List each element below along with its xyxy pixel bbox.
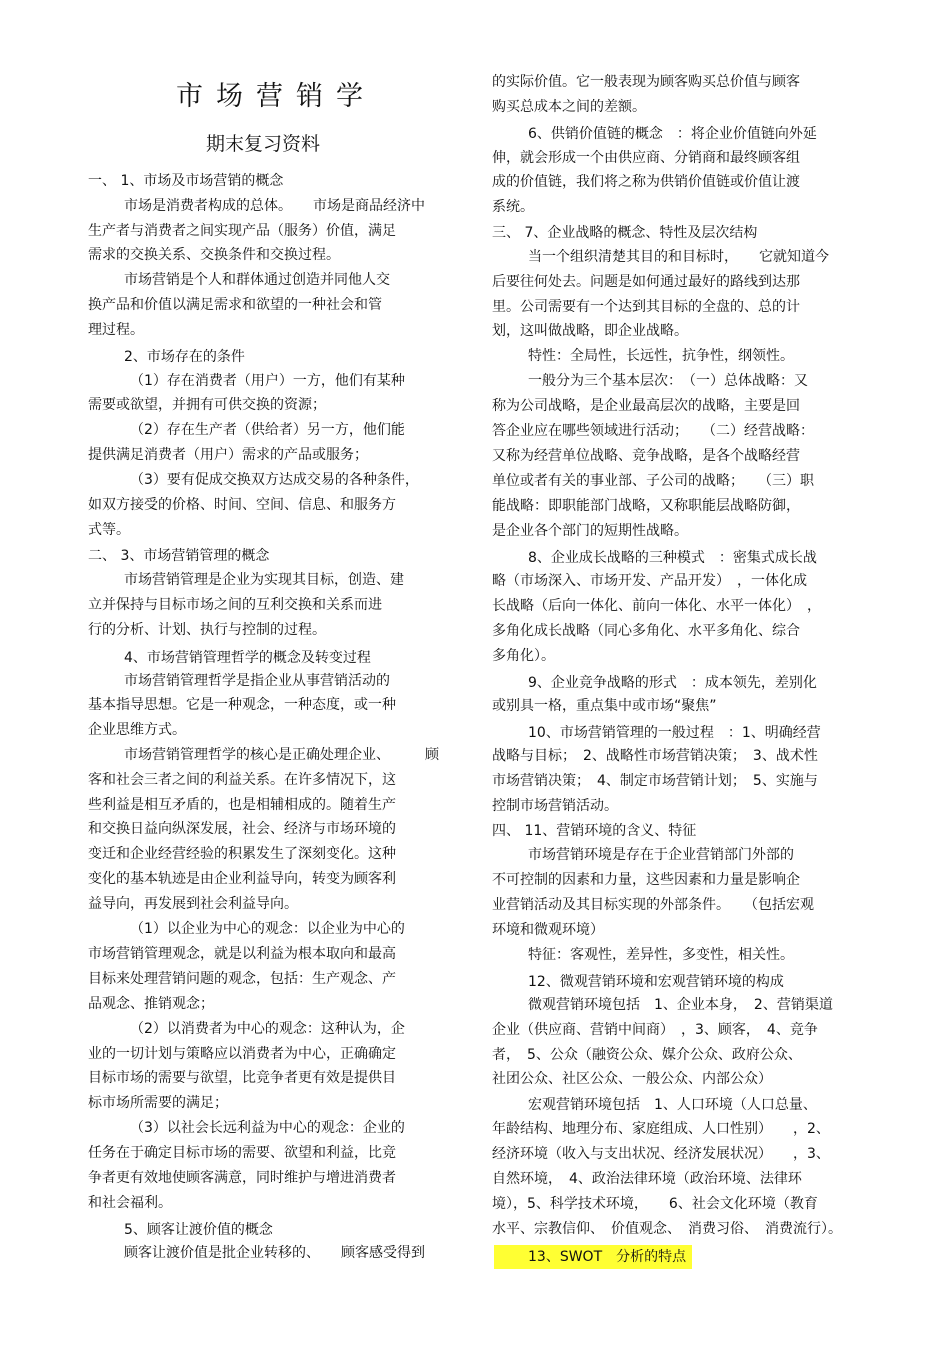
text-line: 战略与目标； 2、战略性市场营销决策； 3、战术性 bbox=[492, 748, 818, 764]
text-line: 和社会福利。 bbox=[88, 1195, 172, 1211]
text-line: 变迁和企业经营经验的积累发生了深刻变化。这种 bbox=[88, 846, 396, 862]
text-line: 式等。 bbox=[88, 522, 130, 538]
text-line: 购买总成本之间的差额。 bbox=[492, 99, 646, 115]
text-line: 伸，就会形成一个由供应商、分销商和最终顾客组 bbox=[492, 150, 800, 166]
text-line: 答企业应在哪些领域进行活动； （二）经营战略： bbox=[492, 423, 814, 439]
text-line: 称为公司战略，是企业最高层次的战略，主要是回 bbox=[492, 398, 800, 414]
text-line: 客和社会三者之间的利益关系。在许多情况下，这 bbox=[88, 772, 396, 788]
text-line: 5、顾客让渡价值的概念 bbox=[124, 1222, 273, 1238]
text-line: 境），5、科学技术环境， 6、社会文化环境（教育 bbox=[492, 1196, 818, 1212]
text-line: 益导向，再发展到社会利益导向。 bbox=[88, 896, 298, 912]
text-line: 者， 5、公众（融资公众、媒介公众、政府公众、 bbox=[492, 1047, 802, 1063]
text-line: 一、 1、市场及市场营销的概念 bbox=[88, 173, 284, 189]
text-line: 市场营销管理观念，就是以利益为根本取向和最高 bbox=[88, 946, 396, 962]
text-line: 任务在于确定目标市场的需要、欲望和利益，比竞 bbox=[88, 1145, 396, 1161]
text-line: 系统。 bbox=[492, 199, 534, 215]
highlighted-heading: 13、SWOT 分析的特点 bbox=[494, 1245, 692, 1269]
text-line: 或别具一格，重点集中或市场“聚焦” bbox=[492, 698, 717, 714]
text-line: 标市场所需要的满足； bbox=[88, 1095, 228, 1111]
text-line: 市场营销管理哲学的核心是正确处理企业、 顾 bbox=[124, 747, 439, 763]
text-line: 又称为经营单位战略、竞争战略，是各个战略经营 bbox=[492, 448, 800, 464]
text-line: 里。公司需要有一个达到其目标的全盘的、总的计 bbox=[492, 299, 800, 315]
text-line: 些利益是相互矛盾的，也是相辅相成的。随着生产 bbox=[88, 797, 396, 813]
text-line: 长战略（后向一体化、前向一体化、水平一体化） ， bbox=[492, 598, 821, 614]
text-line: 目标市场的需要与欲望，比竞争者更有效是提供目 bbox=[88, 1070, 396, 1086]
text-line: 9、企业竞争战略的形式 ：成本领先，差别化 bbox=[528, 675, 817, 691]
text-line: 12、微观营销环境和宏观营销环境的构成 bbox=[528, 974, 784, 990]
text-line: 目标来处理营销问题的观念，包括：生产观念、产 bbox=[88, 971, 396, 987]
text-line: 市场营销环境是存在于企业营销部门外部的 bbox=[528, 847, 794, 863]
text-line: 水平、宗教信仰、 价值观念、 消费习俗、 消费流行）。 bbox=[492, 1221, 842, 1237]
text-line: 不可控制的因素和力量，这些因素和力量是影响企 bbox=[492, 872, 800, 888]
text-line: 8、企业成长战略的三种模式 ：密集式成长战 bbox=[528, 550, 817, 566]
text-line: 年龄结构、地理分布、家庭组成、人口性别） ，2、 bbox=[492, 1121, 830, 1137]
text-line: 特性：全局性，长远性，抗争性，纲领性。 bbox=[528, 348, 794, 364]
text-line: 企业思维方式。 bbox=[88, 722, 186, 738]
text-line: 需要或欲望，并拥有可供交换的资源； bbox=[88, 397, 326, 413]
text-line: （3）以社会长远利益为中心的观念：企业的 bbox=[130, 1120, 405, 1136]
text-line: 能战略：即职能部门战略，又称职能层战略防御， bbox=[492, 498, 800, 514]
text-line: （3）要有促成交换双方达成交易的各种条件， bbox=[130, 472, 419, 488]
text-line: 基本指导思想。它是一种观念，一种态度，或一种 bbox=[88, 697, 396, 713]
text-line: 提供满足消费者（用户）需求的产品或服务； bbox=[88, 447, 368, 463]
text-line: 市场营销是个人和群体通过创造并同他人交 bbox=[124, 272, 390, 288]
text-line: 环境和微观环境） bbox=[492, 922, 604, 938]
text-line: （2）以消费者为中心的观念：这种认为，企 bbox=[130, 1021, 405, 1037]
text-line: 6、供销价值链的概念 ：将企业价值链向外延 bbox=[528, 126, 817, 142]
text-line: 市场营销管理哲学是指企业从事营销活动的 bbox=[124, 673, 390, 689]
page-title: 市场营销学 bbox=[176, 81, 376, 112]
text-line: 品观念、推销观念； bbox=[88, 996, 214, 1012]
text-line: 变化的基本轨迹是由企业利益导向，转变为顾客利 bbox=[88, 871, 396, 887]
text-line: 4、市场营销管理哲学的概念及转变过程 bbox=[124, 650, 371, 666]
text-line: 企业（供应商、营销中间商） ，3、顾客， 4、竞争 bbox=[492, 1022, 818, 1038]
text-line: （1）存在消费者（用户）一方，他们有某种 bbox=[130, 373, 405, 389]
text-line: 社团公众、社区公众、一般公众、内部公众） bbox=[492, 1071, 772, 1087]
text-line: 三、 7、企业战略的概念、特性及层次结构 bbox=[492, 225, 758, 241]
text-line: 市场营销决策； 4、制定市场营销计划； 5、实施与 bbox=[492, 773, 818, 789]
text-line: （1）以企业为中心的观念：以企业为中心的 bbox=[130, 921, 405, 937]
text-line: 理过程。 bbox=[88, 322, 144, 338]
text-line: 争者更有效地使顾客满意，同时维护与增进消费者 bbox=[88, 1170, 396, 1186]
text-line: 立并保持与目标市场之间的互利交换和关系而进 bbox=[88, 597, 382, 613]
text-line: 略（市场深入、市场开发、产品开发） ，一体化成 bbox=[492, 573, 807, 589]
text-line: 10、市场营销管理的一般过程 ：1、明确经营 bbox=[528, 725, 821, 741]
text-line: 多角化）。 bbox=[492, 648, 555, 664]
text-line: 成的价值链，我们将之称为供销价值链或价值让渡 bbox=[492, 174, 800, 190]
text-line: 市场是消费者构成的总体。 市场是商品经济中 bbox=[124, 198, 425, 214]
text-line: 多角化成长战略（同心多角化、水平多角化、综合 bbox=[492, 623, 800, 639]
text-line: 一般分为三个基本层次： （一）总体战略：又 bbox=[528, 373, 808, 389]
text-line: 经济环境（收入与支出状况、经济发展状况） ，3、 bbox=[492, 1146, 830, 1162]
text-line: 二、 3、市场营销管理的概念 bbox=[88, 548, 270, 564]
text-line: 是企业各个部门的短期性战略。 bbox=[492, 523, 688, 539]
text-line: 业的一切计划与策略应以消费者为中心，正确确定 bbox=[88, 1046, 396, 1062]
text-line: 四、 11、营销环境的含义、特征 bbox=[492, 823, 697, 839]
text-line: 微观营销环境包括 1、企业本身， 2、营销渠道 bbox=[528, 997, 833, 1013]
text-line: 的实际价值。它一般表现为顾客购买总价值与顾客 bbox=[492, 74, 800, 90]
text-line: 特征：客观性，差异性，多变性，相关性。 bbox=[528, 947, 794, 963]
text-line: 换产品和价值以满足需求和欲望的一种社会和管 bbox=[88, 297, 382, 313]
text-line: 划，这叫做战略，即企业战略。 bbox=[492, 323, 688, 339]
text-line: 控制市场营销活动。 bbox=[492, 798, 618, 814]
text-line: 需求的交换关系、交换条件和交换过程。 bbox=[88, 247, 340, 263]
text-line: 市场营销管理是企业为实现其目标，创造、建 bbox=[124, 572, 404, 588]
text-line: 后要往何处去。问题是如何通过最好的路线到达那 bbox=[492, 274, 800, 290]
text-line: 2、市场存在的条件 bbox=[124, 349, 245, 365]
text-line: 如双方接受的价格、时间、空间、信息、和服务方 bbox=[88, 497, 396, 513]
text-line: 自然环境， 4、政治法律环境（政治环境、法律环 bbox=[492, 1171, 802, 1187]
text-line: 生产者与消费者之间实现产品（服务）价值，满足 bbox=[88, 223, 396, 239]
text-line: 当一个组织清楚其目的和目标时， 它就知道今 bbox=[528, 249, 829, 265]
text-line: 宏观营销环境包括 1、人口环境（人口总量、 bbox=[528, 1097, 817, 1113]
text-line: 和交换日益向纵深发展，社会、经济与市场环境的 bbox=[88, 821, 396, 837]
text-line: 行的分析、计划、执行与控制的过程。 bbox=[88, 622, 326, 638]
page-subtitle: 期末复习资料 bbox=[206, 133, 321, 155]
text-line: 顾客让渡价值是批企业转移的、 顾客感受得到 bbox=[124, 1245, 425, 1261]
text-line: 业营销活动及其目标实现的外部条件。 （包括宏观 bbox=[492, 897, 814, 913]
text-line: （2）存在生产者（供给者）另一方，他们能 bbox=[130, 422, 405, 438]
text-line: 单位或者有关的事业部、子公司的战略； （三）职 bbox=[492, 473, 814, 489]
